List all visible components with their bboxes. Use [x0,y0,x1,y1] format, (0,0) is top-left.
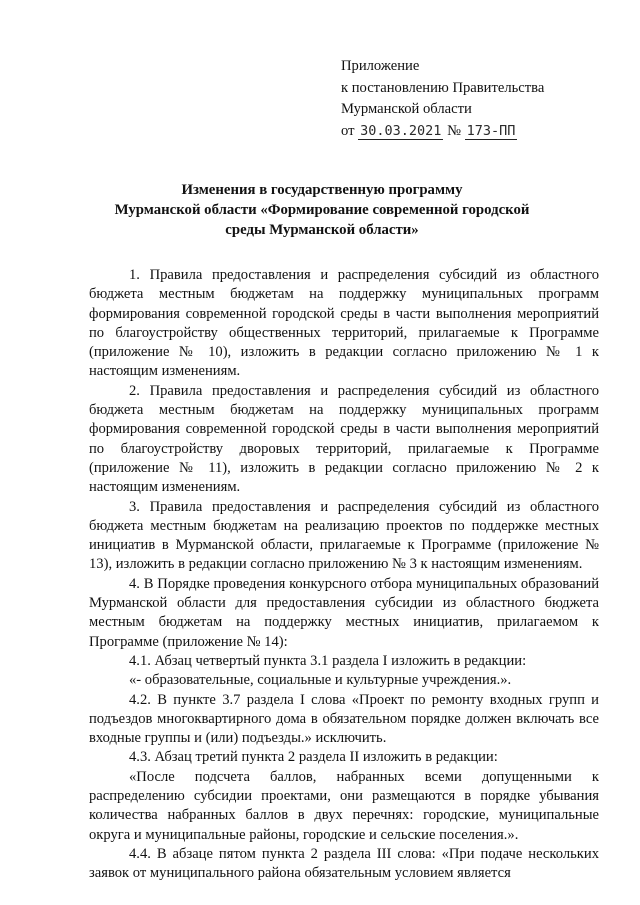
paragraph-4-2: 4.2. В пункте 3.7 раздела I слова «Проект по ремонту входных групп и подъездов многоквартирного дома в обязательном порядке должен включать все входные группы и (или) подъезды.» исключить. [89,691,599,747]
paragraph-4-1: 4.1. Абзац четвертый пункта 3.1 раздела I изложить в редакции: [129,652,527,669]
decree-number: 173-ПП [466,122,516,139]
decree-date: 30.03.2021 [360,122,442,139]
appendix-label: Приложение [341,58,420,74]
paragraph-4-3-quote: «После подсчета баллов, набранных всеми допущенными к распределению субсидии проектами, они размещаются в порядке убывания количества набранных баллов в двух перечнях: городские, муниципальные округа и муниципальные районы, городские и сельские поселения.». [89,768,599,843]
date-prefix: от [341,122,355,139]
document-body [89,266,599,884]
title-line-2: Мурманской области «Формирование современной городской [114,202,530,218]
title-line-3: среды Мурманской области» [225,222,419,238]
appendix-date-line [341,121,621,143]
paragraph-4-1-quote: «- образовательные, социальные и культурные учреждения.». [129,672,512,689]
document-title [92,180,552,240]
paragraph-3: 3. Правила предоставления и распределения субсидий из областного бюджета местным бюджетам на реализацию проектов по поддержке местных инициатив в Мурманской области, прилагаемые к Программе (приложение № 13), изложить в редакции согласно приложению № 3 к настоящим изменениям. [89,498,599,573]
appendix-decree: к постановлению Правительства [341,79,545,96]
paragraph-2: 2. Правила предоставления и распределения субсидий из областного бюджета местным бюджетам на поддержку муниципальных программ формирования современной городской среды в части выполнения мероприятий по благоустройству дворовых территорий, прилагаемые к Программе (приложение № 11), изложить в редакции согласно приложению № 2 к настоящим изменениям. [89,382,599,496]
paragraph-4: 4. В Порядке проведения конкурсного отбора муниципальных образований Мурманской области для предоставления субсидии из областного бюджета местным бюджетам на поддержку местных инициатив, прилагаемом к Программе (приложение № 14): [89,575,599,650]
title-line-1: Изменения в государственную программу [181,182,463,198]
paragraph-4-3: 4.3. Абзац третий пункта 2 раздела II изложить в редакции: [129,749,498,766]
number-prefix: № [447,122,462,139]
paragraph-4-4: 4.4. В абзаце пятом пункта 2 раздела III слова: «При подаче нескольких заявок от муниципального района обязательным условием является [89,845,599,882]
appendix-header [341,56,621,142]
appendix-region: Мурманской области [341,101,472,117]
paragraph-1: 1. Правила предоставления и распределения субсидий из областного бюджета местным бюджетам на поддержку муниципальных программ формирования современной городской среды в части выполнения мероприятий по благоустройству общественных территорий, прилагаемые к Программе (приложение № 10), изложить в редакции согласно приложению № 1 к настоящим изменениям. [89,267,599,380]
